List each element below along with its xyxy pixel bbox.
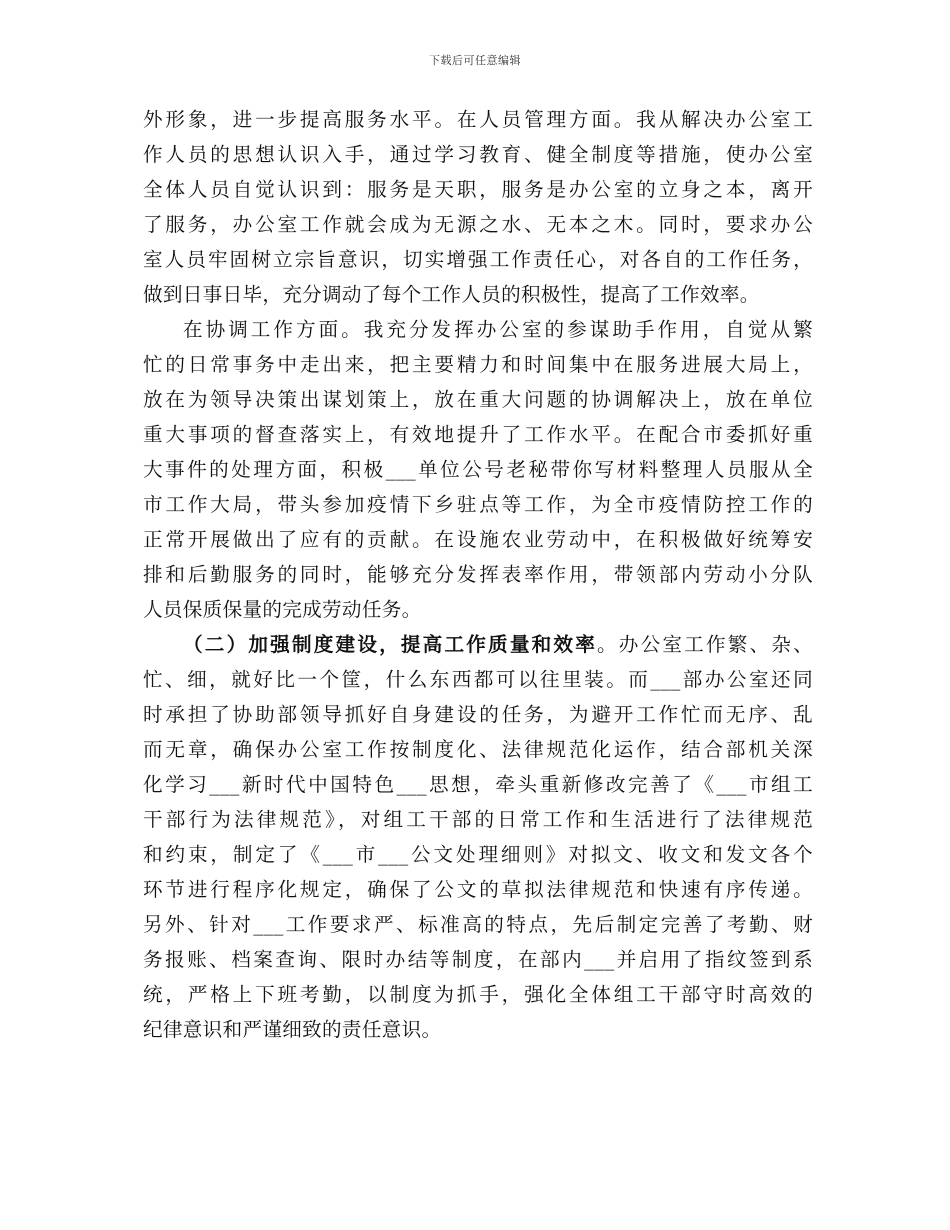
text-line: 外形象，进一步提高服务水平。在人员管理方面。我从解决办公室工 <box>143 108 813 131</box>
text-line: 做到日事日毕，充分调动了每个工作人员的积极性，提高了工作效率。 <box>143 283 760 306</box>
text-line: 正常开展做出了应有的贡献。在设施农业劳动中，在积极做好统筹安 <box>143 528 813 551</box>
text-line: 环节进行程序化规定，确保了公文的草拟法律规范和快速有序传递。 <box>143 878 813 901</box>
page-header: 下载后可任意编辑 <box>429 54 521 67</box>
text-line: 干部行为法律规范》，对组工干部的日常工作和生活进行了法律规范 <box>143 808 813 831</box>
paragraph-coordination <box>143 312 813 627</box>
text-line: 时承担了协助部领导抓好自身建设的任务，为避开工作忙而无序、乱 <box>143 703 813 726</box>
text-line: 作人员的思想认识入手，通过学习教育、健全制度等措施，使办公室 <box>143 143 813 166</box>
text-line: 人员保质保量的完成劳动任务。 <box>143 598 422 621</box>
text-line: 纪律意识和严谨细致的责任意识。 <box>143 1018 442 1041</box>
text-line: 和约束，制定了《___市___公文处理细则》对拟文、收文和发文各个 <box>143 843 813 866</box>
text-line: 在协调工作方面。我充分发挥办公室的参谋助手作用，自觉从繁 <box>183 318 813 341</box>
text-line: 而无章，确保办公室工作按制度化、法律规范化运作，结合部机关深 <box>143 738 813 761</box>
text-line: 另外、针对___工作要求严、标准高的特点，先后制定完善了考勤、财 <box>143 913 813 936</box>
text-line: 务报账、档案查询、限时办结等制度，在部内___并启用了指纹签到系 <box>143 948 813 971</box>
text-line: 室人员牢固树立宗旨意识，切实增强工作责任心，对各自的工作任务， <box>143 248 813 271</box>
text-line <box>143 627 813 662</box>
heading-line-rest: 。办公室工作繁、杂、 <box>597 633 813 656</box>
section-heading: （二）加强制度建设，提高工作质量和效率 <box>183 633 597 656</box>
text-line: 市工作大局，带头参加疫情下乡驻点等工作，为全市疫情防控工作的 <box>143 493 813 516</box>
text-line: 忙、细，就好比一个筐，什么东西都可以往里装。而___部办公室还同 <box>143 668 813 691</box>
text-line: 重大事项的督查落实上，有效地提升了工作水平。在配合市委抓好重 <box>143 423 813 446</box>
text-line: 排和后勤服务的同时，能够充分发挥表率作用，带领部内劳动小分队 <box>143 563 813 586</box>
document-body <box>143 102 813 1047</box>
text-line: 放在为领导决策出谋划策上，放在重大问题的协调解决上，放在单位 <box>143 388 813 411</box>
text-line: 了服务，办公室工作就会成为无源之水、无本之木。同时，要求办公 <box>143 213 813 236</box>
text-line: 大事件的处理方面，积极___单位公号老秘带你写材料整理人员服从全 <box>143 458 813 481</box>
paragraph-system-building <box>143 627 813 1047</box>
text-line: 统，严格上下班考勤，以制度为抓手，强化全体组工干部守时高效的 <box>143 983 813 1006</box>
paragraph-personnel-management <box>143 102 813 312</box>
text-line: 忙的日常事务中走出来，把主要精力和时间集中在服务进展大局上， <box>143 353 813 376</box>
text-line: 化学习___新时代中国特色___思想，牵头重新修改完善了《___市组工 <box>143 773 813 796</box>
text-line: 全体人员自觉认识到：服务是天职，服务是办公室的立身之本，离开 <box>143 178 813 201</box>
